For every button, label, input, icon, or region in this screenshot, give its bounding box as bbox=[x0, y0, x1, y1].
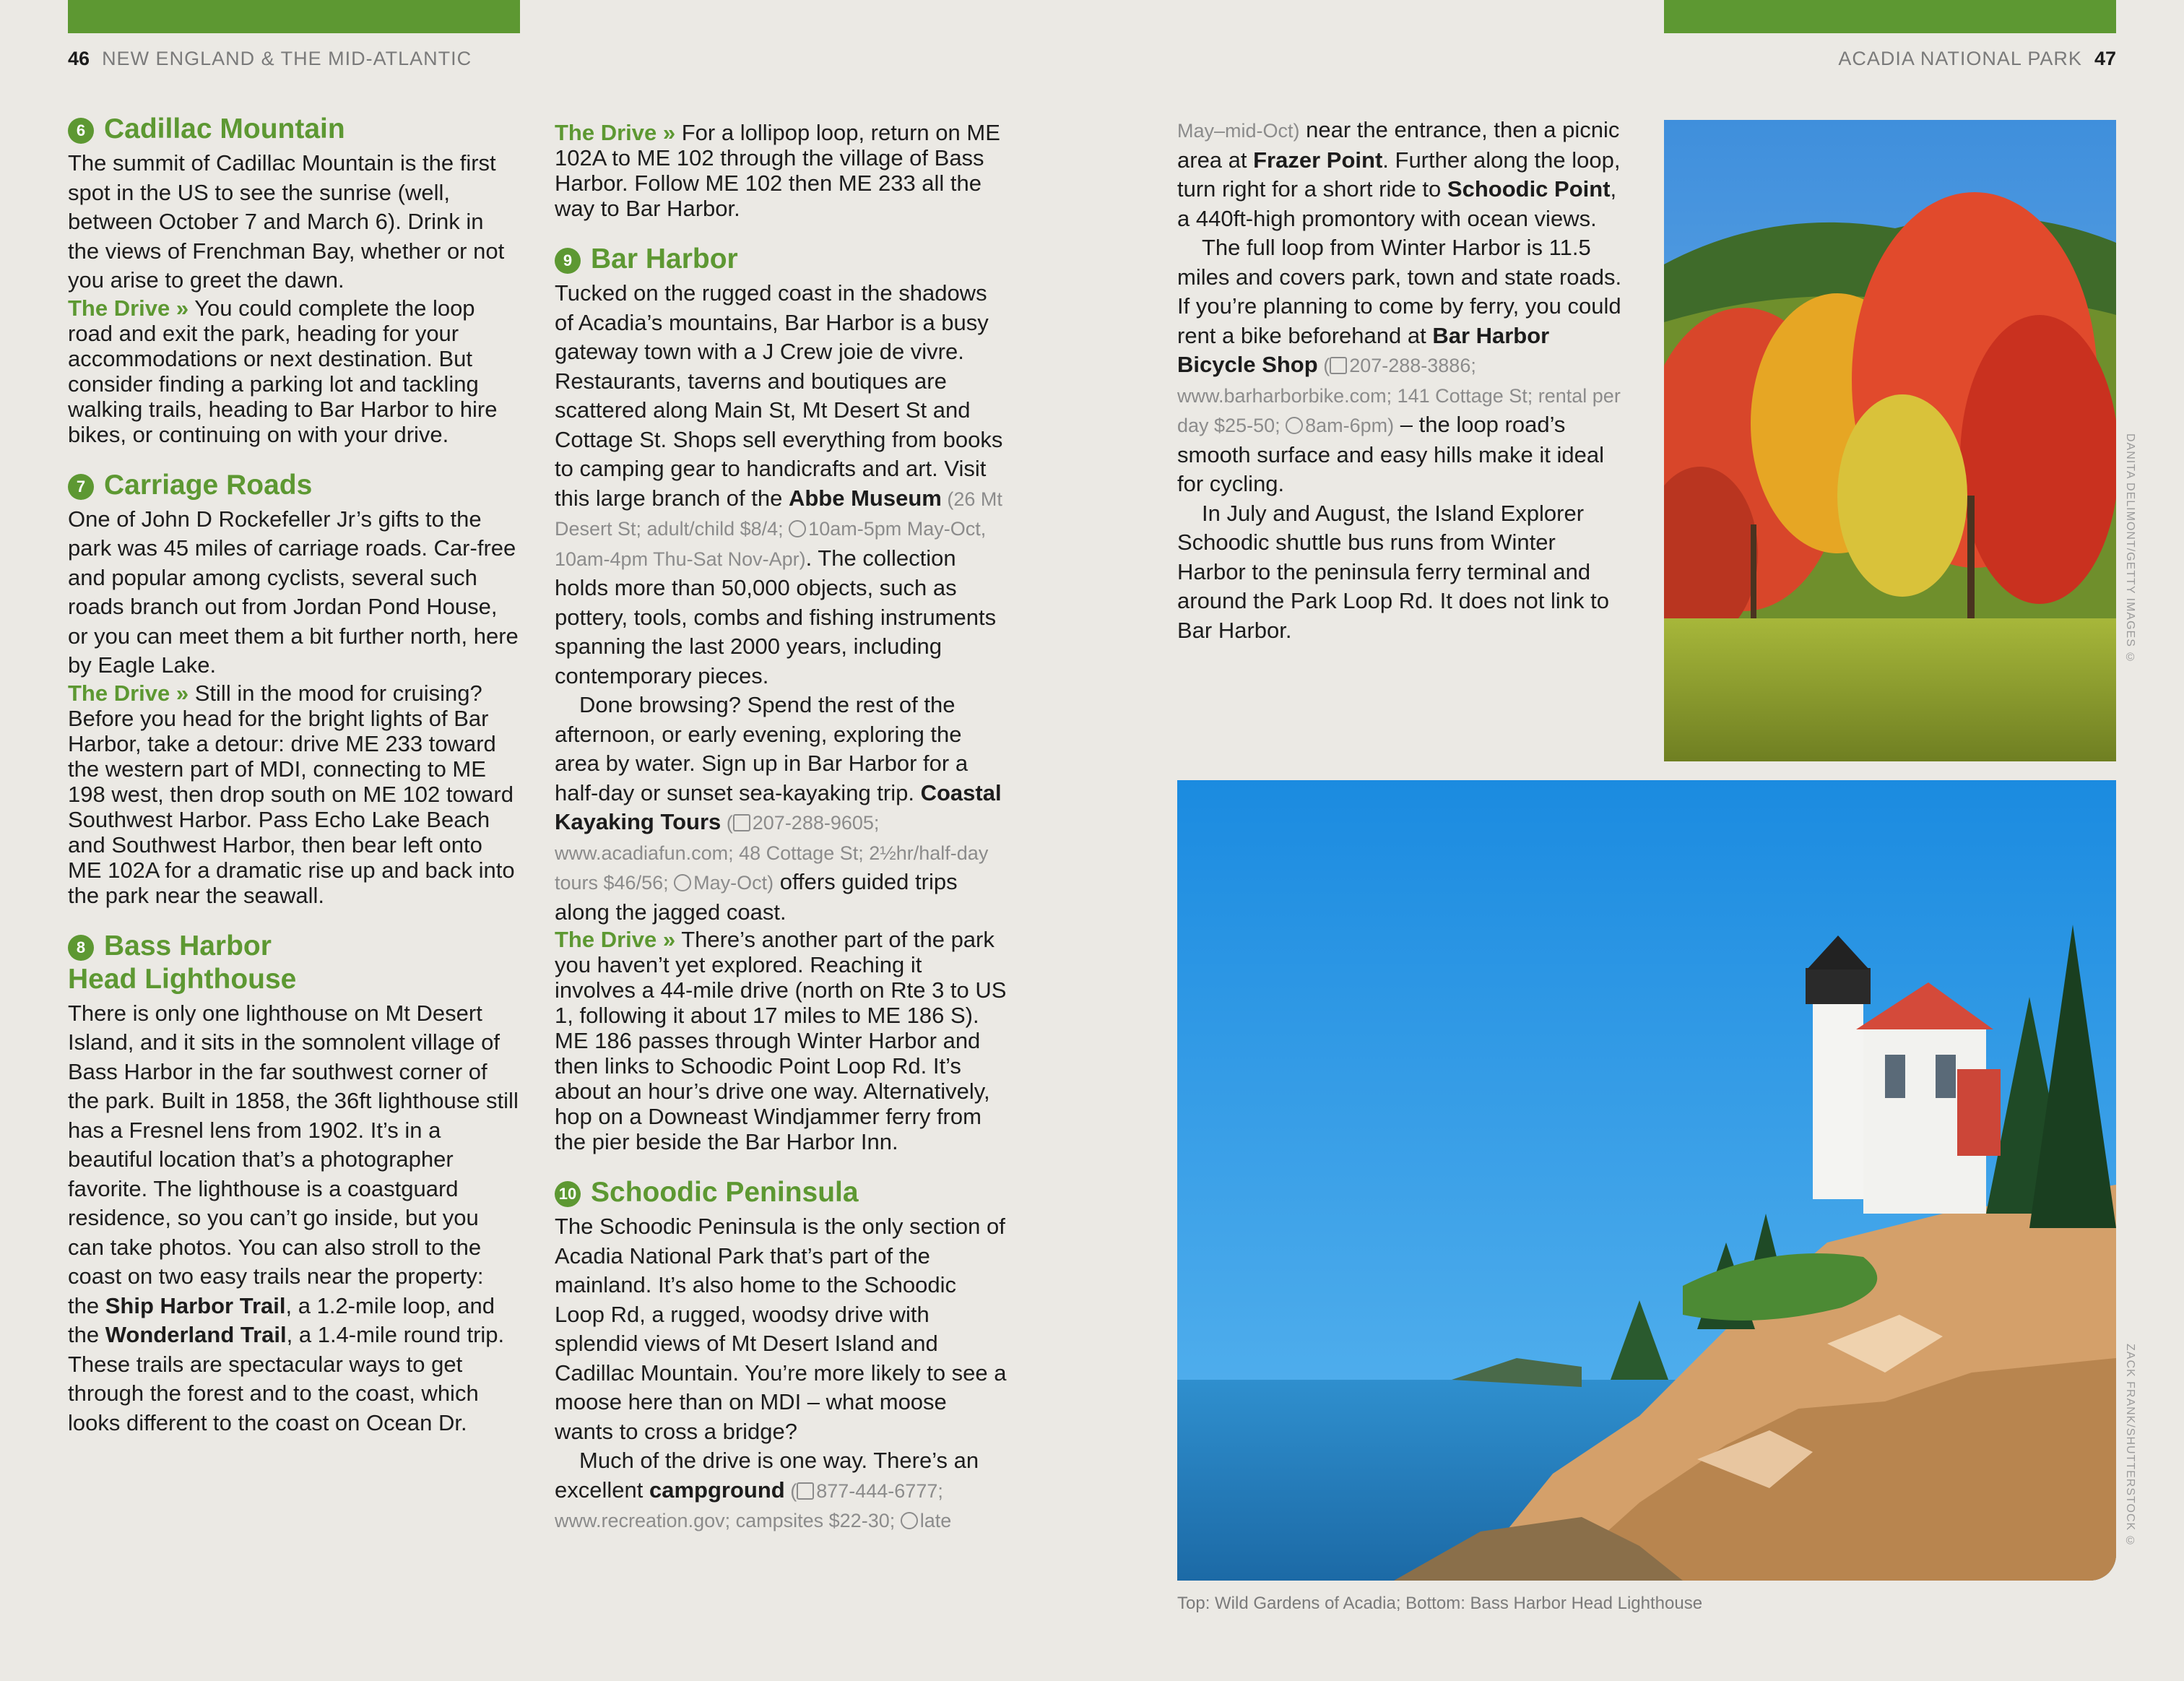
meta-text: May-Oct) bbox=[693, 872, 774, 894]
section-10-body-2 bbox=[555, 1446, 1007, 1536]
meta-text: 207-288-9605; www.acadiafun.com; 48 Cottage St; 2½hr/half-day tours $46/56; bbox=[555, 812, 989, 894]
left-running-title: NEW ENGLAND & THE MID-ATLANTIC bbox=[102, 48, 472, 69]
meta-text: 877-444-6777; www.recreation.gov; campsites $22-30; bbox=[555, 1479, 943, 1531]
body-text: Tucked on the rugged coast in the shadows of Acadia’s mountains, Bar Harbor is a busy gateway town with a J Crew joie de vivre. Restaurants, taverns and boutiques are scattered along Main St, Mt Desert St and Cottage St. Shops sell everything from books to camping gear to handicrafts and art. Visit this large branch of the bbox=[555, 280, 1003, 511]
ship-harbor-trail: Ship Harbor Trail bbox=[105, 1292, 286, 1318]
section-8-body bbox=[68, 999, 520, 1438]
meta-text: 8am-6pm) bbox=[1305, 415, 1395, 436]
clock-icon bbox=[674, 874, 691, 891]
meta-text: 10am-5pm May-Oct, 10am-4pm Thu-Sat Nov-Apr) bbox=[555, 518, 987, 570]
foliage-photo bbox=[1664, 120, 2116, 761]
drive-text: You could complete the loop road and exit the park, heading for your accommodations or next destination. But consider finding a parking lot and tackling walking trails, heading to Bar Harbor to hire bikes, or continuing on with your drive. bbox=[68, 295, 498, 447]
right-header-bar bbox=[1664, 0, 2116, 33]
body-text: Much of the drive is one way. There’s an excellent bbox=[555, 1448, 979, 1503]
campground: campground bbox=[649, 1477, 785, 1503]
clock-icon bbox=[901, 1512, 918, 1529]
abbe-museum: Abbe Museum bbox=[788, 485, 942, 511]
body-text: near the entrance, then a picnic area at bbox=[1177, 117, 1620, 173]
drive-label: The Drive » bbox=[555, 927, 676, 952]
body-text: . The collection holds more than 50,000 objects, such as pottery, tools, combs and fishing instruments spanning the last 2000 years, including contemporary pieces. bbox=[555, 545, 997, 688]
section-title-line-1: Bass Harbor bbox=[104, 930, 272, 962]
phone-icon bbox=[1330, 357, 1347, 374]
section-6-drive bbox=[68, 295, 520, 447]
body-text: The full loop from Winter Harbor is 11.5 miles and covers park, town and state roads. If you’re planning to come by ferry, you could rent a bike beforehand at bbox=[1177, 235, 1622, 348]
photo-caption: Top: Wild Gardens of Acadia; Bottom: Bass Harbor Head Lighthouse bbox=[1177, 1594, 1703, 1613]
left-header-bar bbox=[68, 0, 520, 33]
continued-body-2 bbox=[1177, 233, 1629, 499]
right-running-head bbox=[1838, 48, 2116, 70]
meta-text: ( bbox=[721, 812, 733, 834]
section-number-badge: 10 bbox=[555, 1181, 581, 1207]
section-9-heading bbox=[555, 243, 1007, 276]
body-text: , a 440ft-high promontory with ocean views. bbox=[1177, 176, 1617, 231]
section-7-heading bbox=[68, 469, 520, 502]
left-running-head bbox=[68, 48, 472, 70]
bar-harbor-bicycle-shop: Bar Harbor Bicycle Shop bbox=[1177, 322, 1550, 377]
section-title-line-2: Head Lighthouse bbox=[68, 963, 297, 995]
drive-label: The Drive » bbox=[68, 680, 189, 706]
wonderland-trail: Wonderland Trail bbox=[105, 1322, 287, 1347]
section-7-body: One of John D Rockefeller Jr’s gifts to the park was 45 miles of carriage roads. Car-free and popular among cyclists, several such roads branch out from Jordan Pond House, or you can meet them a bit further north, here by Eagle Lake. bbox=[68, 506, 519, 678]
drive-text: There’s another part of the park you haven’t yet explored. Reaching it involves a 44-mile drive (north on Rte 3 to US 1, following it about 17 miles to ME 186 S). ME 186 passes through Winter Harbor and then links to Schoodic Point Loop Rd. It’s about an hour’s drive one way. Alternatively, hop on a Downeast Windjammer ferry from the pier beside the Bar Harbor Inn. bbox=[555, 927, 1007, 1154]
column-1 bbox=[68, 113, 520, 1438]
clock-icon bbox=[789, 520, 806, 537]
phone-icon bbox=[733, 814, 750, 831]
meta-text: ( bbox=[1317, 355, 1330, 376]
meta-text: (26 Mt Desert St; adult/child $8/4; bbox=[555, 488, 1002, 540]
section-number-badge: 6 bbox=[68, 118, 94, 144]
section-number-badge: 8 bbox=[68, 935, 94, 961]
clock-icon bbox=[1286, 417, 1303, 434]
section-number-badge: 9 bbox=[555, 248, 581, 274]
section-9-body-1 bbox=[555, 279, 1007, 691]
body-text: , a 1.4-mile round trip. These trails are spectacular ways to get through the forest and to the coast, which looks different to the coast on Ocean Dr. bbox=[68, 1322, 505, 1435]
body-text: Done browsing? Spend the rest of the afternoon, or early evening, exploring the area by water. Sign up in Bar Harbor for a half-day or sunset sea-kayaking trip. bbox=[555, 692, 968, 805]
body-text: There is only one lighthouse on Mt Desert Island, and it sits in the somnolent village of Bass Harbor in the far southwest corner of the park. Built in 1858, the 36ft lighthouse still has a Fresnel lens from 1902. It’s in a beautiful location that’s a photographer favorite. The lighthouse is a coastguard residence, so you can’t go inside, but you can take photos. You can also stroll to the coast on two easy trails near the property: the bbox=[68, 1000, 519, 1318]
section-9-drive bbox=[555, 927, 1007, 1154]
column-3 bbox=[1177, 116, 1629, 645]
section-10-heading bbox=[555, 1176, 1007, 1209]
body-text: offers guided trips along the jagged coast. bbox=[555, 869, 958, 925]
section-title: Cadillac Mountain bbox=[104, 113, 345, 144]
section-8-heading bbox=[68, 930, 520, 996]
left-page-number: 46 bbox=[68, 48, 90, 69]
drive-text: Still in the mood for cruising? Before you head for the bright lights of Bar Harbor, take a detour: drive ME 233 toward the western part of MDI, connecting to ME 198 west, then drop south on ME 102 toward Southwest Harbor. Pass Echo Lake Beach and Southwest Harbor, then bear left onto ME 102A for a dramatic rise up and back into the park near the seawall. bbox=[68, 680, 515, 908]
section-title: Bar Harbor bbox=[591, 243, 738, 275]
meta-text: ( bbox=[784, 1479, 797, 1502]
lighthouse-illustration bbox=[1177, 780, 2116, 1581]
coastal-kayaking-tours: Coastal Kayaking Tours bbox=[555, 779, 1002, 834]
section-8-drive bbox=[555, 120, 1007, 221]
drive-label: The Drive » bbox=[68, 295, 189, 321]
drive-label: The Drive » bbox=[555, 120, 676, 145]
right-page-number: 47 bbox=[2094, 48, 2116, 69]
column-2 bbox=[555, 120, 1007, 1536]
section-number-badge: 7 bbox=[68, 474, 94, 500]
meta-text: late bbox=[919, 1510, 952, 1531]
section-10-body-1: The Schoodic Peninsula is the only section of Acadia National Park that’s part of the mainland. It’s also home to the Schoodic Loop Rd, a rugged, woodsy drive with splendid views of Mt Desert Island and Cadillac Mountain. You’re more likely to see a moose here than on MDI – what moose wants to cross a bridge? bbox=[555, 1214, 1007, 1444]
continued-body-3: In July and August, the Island Explorer Schoodic shuttle bus runs from Winter Harbor to the peninsula ferry terminal and around the Park Loop Rd. It does not link to Bar Harbor. bbox=[1177, 500, 1609, 643]
section-6-body: The summit of Cadillac Mountain is the first spot in the US to see the sunrise (well, between October 7 and March 6). Drink in the views of Frenchman Bay, whether or not you arise to greet the dawn. bbox=[68, 150, 505, 293]
meta-text: 207-288-3886; www.barharborbike.com; 141 Cottage St; rental per day $25-50; bbox=[1177, 355, 1621, 436]
phone-icon bbox=[797, 1482, 814, 1500]
foliage-illustration bbox=[1664, 120, 2116, 761]
body-text: . Further along the loop, turn right for a short ride to bbox=[1177, 147, 1621, 202]
section-title: Carriage Roads bbox=[104, 469, 313, 501]
frazer-point: Frazer Point bbox=[1253, 147, 1383, 173]
schoodic-point: Schoodic Point bbox=[1447, 176, 1611, 202]
meta-text: May–mid-Oct) bbox=[1177, 120, 1300, 142]
section-9-body-2 bbox=[555, 691, 1007, 927]
body-text: – the loop road’s smooth surface and easy hills make it ideal for cycling. bbox=[1177, 412, 1605, 496]
section-title: Schoodic Peninsula bbox=[591, 1177, 859, 1208]
lighthouse-photo bbox=[1177, 780, 2116, 1581]
section-6-heading bbox=[68, 113, 520, 146]
photo-credit-bottom: ZACK FRANK/SHUTTERSTOCK © bbox=[2124, 1344, 2136, 1548]
body-text: , a 1.2-mile loop, and the bbox=[68, 1292, 495, 1347]
drive-text: For a lollipop loop, return on ME 102A to ME 102 through the village of Bass Harbor. Follow ME 102 then ME 233 all the way to Bar Harbor. bbox=[555, 120, 1000, 221]
photo-credit-top: DANITA DELIMONT/GETTY IMAGES © bbox=[2124, 433, 2136, 665]
continued-body-1 bbox=[1177, 116, 1629, 233]
section-7-drive bbox=[68, 680, 520, 908]
right-running-title: ACADIA NATIONAL PARK bbox=[1838, 48, 2082, 69]
